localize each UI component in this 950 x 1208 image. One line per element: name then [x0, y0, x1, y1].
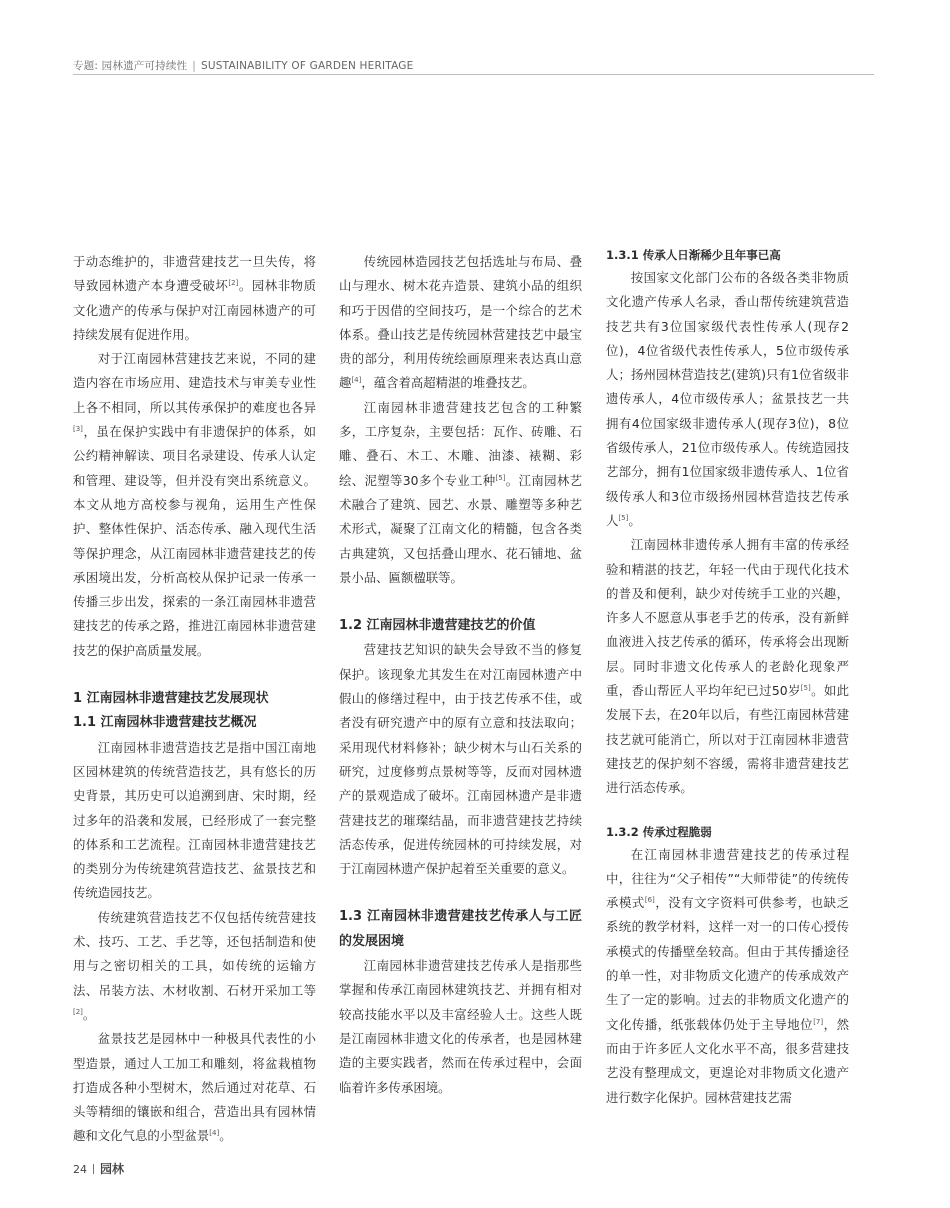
- page-footer: [73, 1160, 124, 1177]
- subsection-heading: 1.3 江南园林非遗营建技艺传承人与工匠的发展困境: [339, 909, 582, 949]
- paragraph: 对于江南园林营建技艺来说，不同的建造内容在市场应用、建造技术与审美专业性上各不相同，所以其传承保护的难度也各异[3]，虽在保护实践中有非遗保护的体系，如公约精神解读、项目名录建设、传承人认定和管理、建设等，但并没有突出系统意义。本文从地方高校参与视角，运用生产性保护、整体性保护、活态传承、融入现代生活等保护理念，从江南园林非遗营建技艺的传承困境出发，分析高校从保护记录一传承一传播三步出发，探索的一条江南园林非遗营建技艺的传承之路，推进江南园林非遗营建技艺的保护高质量发展。: [73, 351, 316, 658]
- journal-logo: 园林: [100, 1162, 125, 1176]
- citation: [5]: [618, 513, 629, 522]
- paragraph: 江南园林非遗营建技艺包含的工种繁多，工序复杂，主要包括：瓦作、砖雕、石雕、叠石、木工、木雕、油漆、裱糊、彩绘、泥塑等30多个专业工种[5]。江南园林艺术融合了建筑、园艺、水景、雕塑等多种艺术形式，凝聚了江南文化的精髓，包含各类古典建筑，又包括叠山理水、花石铺地、盆景小品、匾额楹联等。: [339, 399, 583, 585]
- citation: [4]: [351, 376, 362, 385]
- paragraph: 在江南园林非遗营建技艺的传承过程中，往往为“父子相传”“大师带徒”的传统传承模式[6]，没有文字资料可供参考，也缺乏系统的教学材料，这样一对一的口传心授传承模式的传播壁垒较高。但由于其传播途径的单一性，对非物质文化遗产的传承成效产生了一定的影响。过去的非物质文化遗产的文化传播，纸张载体仍处于主导地位[7]，然而由于许多匠人文化水平不高，很多营建技艺没有整理成文，更遑论对非物质文化遗产进行数字化保护。园林营建技艺需: [606, 846, 850, 1105]
- paragraph: 营建技艺知识的缺失会导致不当的修复保护。该现象尤其发生在对江南园林遗产中假山的修缮过程中，由于技艺传承不佳，或者没有研究遗产中的原有立意和技法取向；采用现代材料修补；缺少树木与山石关系的研究，过度修剪点景树等等，反而对园林遗产的景观造成了破坏。江南园林遗产是非遗营建技艺的璀璨结晶，而非遗营建技艺持续活态传承，促进传统园林的可持续发展，对于江南园林遗产保护起着至关重要的意义。: [339, 642, 582, 877]
- paragraph: 于动态维护的，非遗营建技艺一旦失传，将导致园林遗产本身遭受破坏[2]。园林非物质文化遗产的传承与保护对江南园林遗产的可持续发展有促进作用。: [73, 254, 317, 342]
- citation: [6]: [644, 896, 655, 905]
- citation: [4]: [209, 1129, 220, 1138]
- paragraph: 按国家文化部门公布的各级各类非物质文化遗产传承人名录，香山帮传统建筑营造技艺共有3位国家级代表性传承人(现存2位)，4位省级代表性传承人，5位市级传承人；扬州园林营造技艺(建筑)只有1位省级非遗传承人，4位市级传承人；盆景技艺一共拥有4位国家级非遗传承人(现存3位)，8位省级传承人，21位市级传承人。传统造园技艺部分，拥有1位国家级非遗传承人、1位省级传承人和3位市级扬州园林营造技艺传承人[5]。: [606, 270, 849, 528]
- paragraph: 传统建筑营造技艺不仅包括传统营建技术、技巧、工艺、手艺等，还包括制造和使用与之密切相关的工具，如传统的运输方法、吊装方法、木材收割、石材开采加工等[2]。: [73, 909, 316, 1022]
- citation: [5]: [495, 473, 506, 482]
- citation: [3]: [73, 425, 83, 434]
- citation: [5]: [800, 684, 811, 693]
- subsubsection-heading: 1.3.2 传承过程脆弱: [606, 824, 712, 839]
- header-rule: [73, 74, 874, 75]
- paragraph: 传统园林造园技艺包括选址与布局、叠山与理水、树木花卉造景、建筑小品的组织和巧于因借的空间技巧，是一个综合的艺术体系。叠山技艺是传统园林营建技艺中最宝贵的部分，利用传统绘画原理来表达真山意趣[4]，蕴含着高超精湛的堆叠技艺。: [339, 254, 582, 391]
- page-number: 24: [73, 1163, 87, 1176]
- footer-divider: [93, 1164, 94, 1174]
- header-separator: |: [192, 60, 197, 72]
- header-topic-english: SUSTAINABILITY OF GARDEN HERITAGE: [201, 60, 414, 72]
- subsection-heading: 1.1 江南园林非遗营建技艺概况: [73, 715, 257, 731]
- column-3: [606, 250, 849, 1110]
- paragraph: 盆景技艺是园林中一种极具代表性的小型造景，通过人工加工和雕刻，将盆栽植物打造成各种小型树木，然后通过对花草、石头等精细的镶嵌和组合，营造出具有园林情趣和文化气息的小型盆景[4]。: [73, 1031, 316, 1144]
- column-1: [73, 250, 316, 1149]
- header-topic: 专题: 园林遗产可持续性: [73, 60, 188, 72]
- column-2: [339, 250, 582, 1100]
- subsubsection-heading: 1.3.1 传承人日渐稀少且年事已高: [606, 248, 781, 262]
- citation: [2]: [73, 1007, 83, 1016]
- running-header: [73, 58, 413, 73]
- section-heading: 1 江南园林非遗营建技艺发展现状: [73, 691, 269, 707]
- citation: [7]: [813, 1017, 824, 1026]
- citation: [2]: [228, 279, 239, 288]
- subsection-heading: 1.2 江南园林非遗营建技艺的价值: [339, 618, 536, 634]
- paragraph: 江南园林非遗营建技艺传承人是指那些掌握和传承江南园林建筑技艺、并拥有相对较高技能水平以及丰富经验人士。这些人既是江南园林非遗文化的传承者，也是园林建造的主要实践者，然而在传承过程中，会面临着许多传承困境。: [339, 958, 582, 1095]
- paragraph: 江南园林非遗营造技艺是指中国江南地区园林建筑的传统营造技艺，具有悠长的历史背景，其历史可以追溯到唐、宋时期，经过多年的沿袭和发展，已经形成了一套完整的体系和工艺流程。江南园林非遗营建技艺的类别分为传统建筑营造技艺、盆景技艺和传统造园技艺。: [73, 739, 316, 901]
- paragraph: 江南园林非遗传承人拥有丰富的传承经验和精湛的技艺，年轻一代由于现代化技术的普及和便利，缺少对传统手工业的兴趣，许多人不愿意从事老手艺的传承，没有新鲜血液进入技艺传承的循环，传承将会出现断层。同时非遗文化传承人的老龄化现象严重，香山帮匠人平均年纪已过50岁[5]。如此发展下去，在20年以后，有些江南园林营建技艺就可能消亡，所以对于江南园林非遗营建技艺的保护刻不容缓，需将非遗营建技艺进行活态传承。: [606, 537, 850, 796]
